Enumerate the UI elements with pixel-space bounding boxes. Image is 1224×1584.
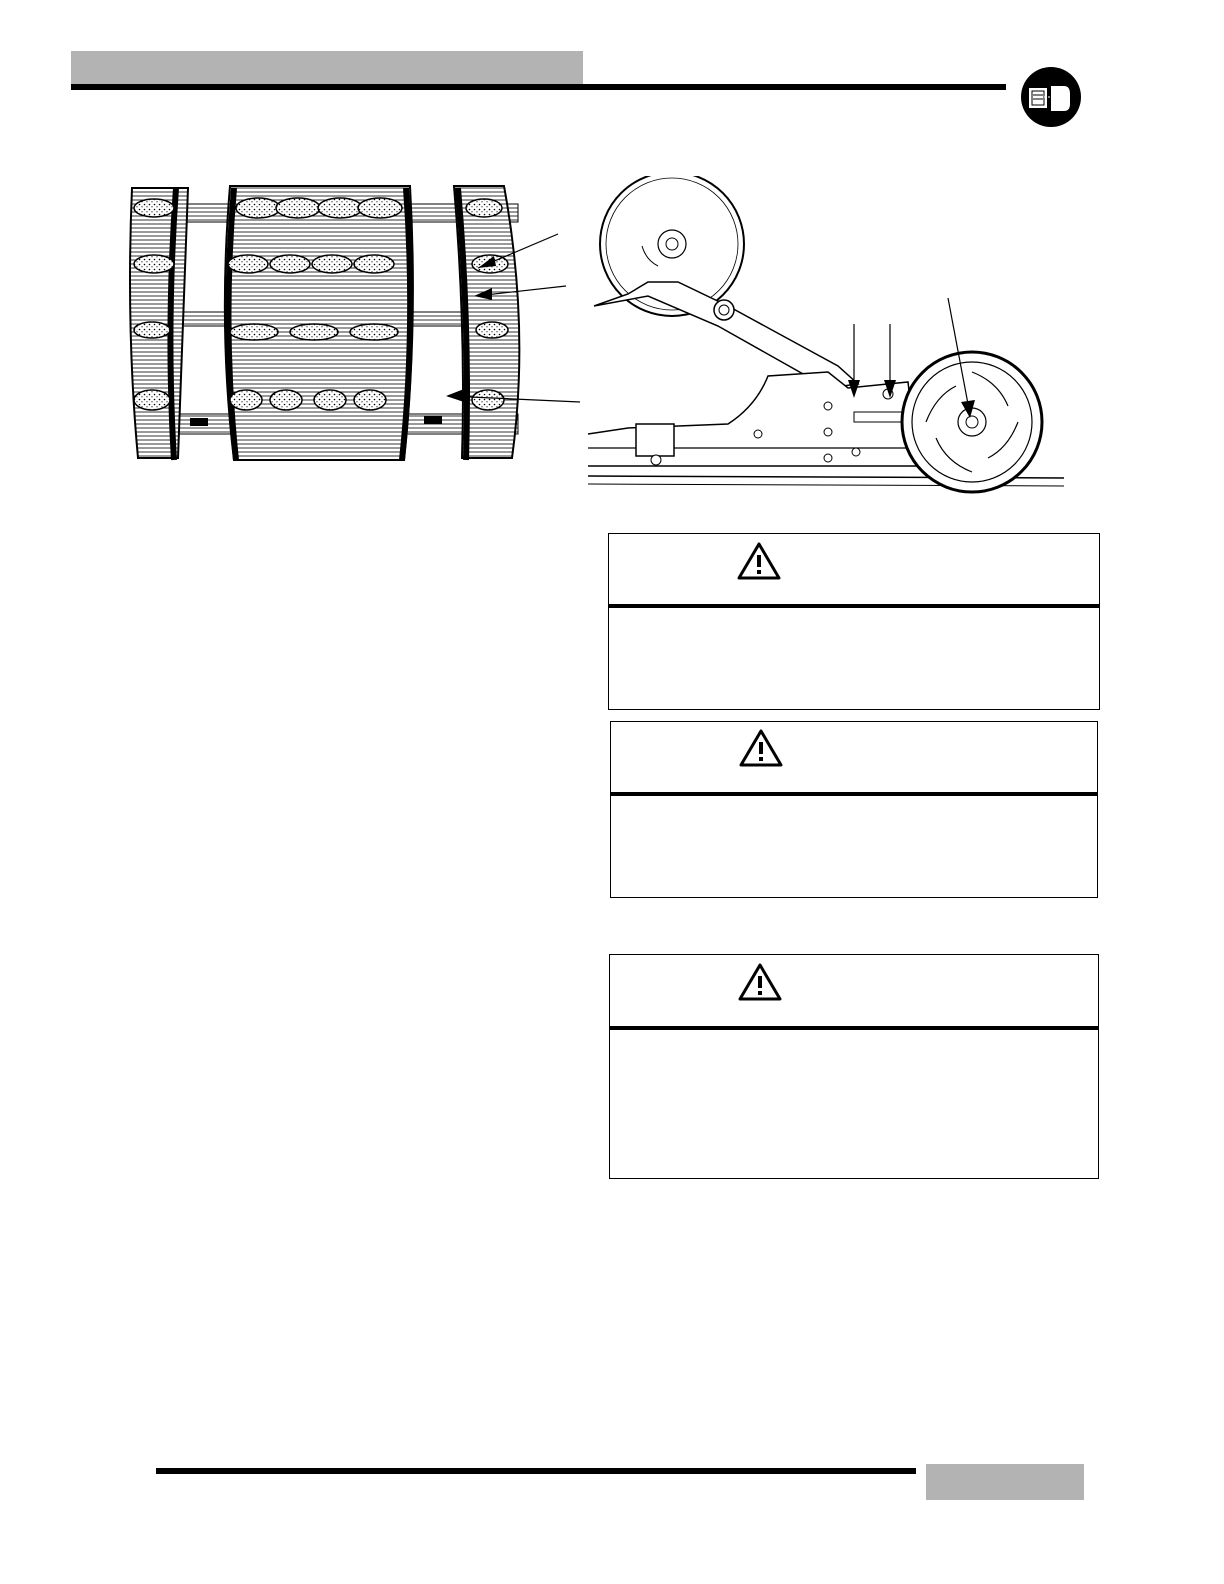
warning-box-2 bbox=[610, 721, 1098, 898]
warning-box-1 bbox=[608, 533, 1100, 710]
track-rear-view-figure bbox=[118, 178, 586, 468]
warning-header bbox=[611, 722, 1097, 796]
warning-header bbox=[609, 534, 1099, 608]
track-section-icon bbox=[1020, 66, 1082, 128]
warning-header bbox=[610, 955, 1098, 1030]
footer-rule bbox=[156, 1468, 916, 1474]
warning-triangle-icon bbox=[739, 728, 783, 768]
warning-box-3 bbox=[609, 954, 1099, 1179]
warning-triangle-icon bbox=[738, 962, 782, 1002]
rear-suspension-side-figure bbox=[588, 176, 1064, 496]
header-title-bar bbox=[71, 51, 583, 85]
header-rule bbox=[71, 84, 1006, 90]
footer-page-box bbox=[926, 1464, 1084, 1500]
warning-triangle-icon bbox=[737, 541, 781, 581]
